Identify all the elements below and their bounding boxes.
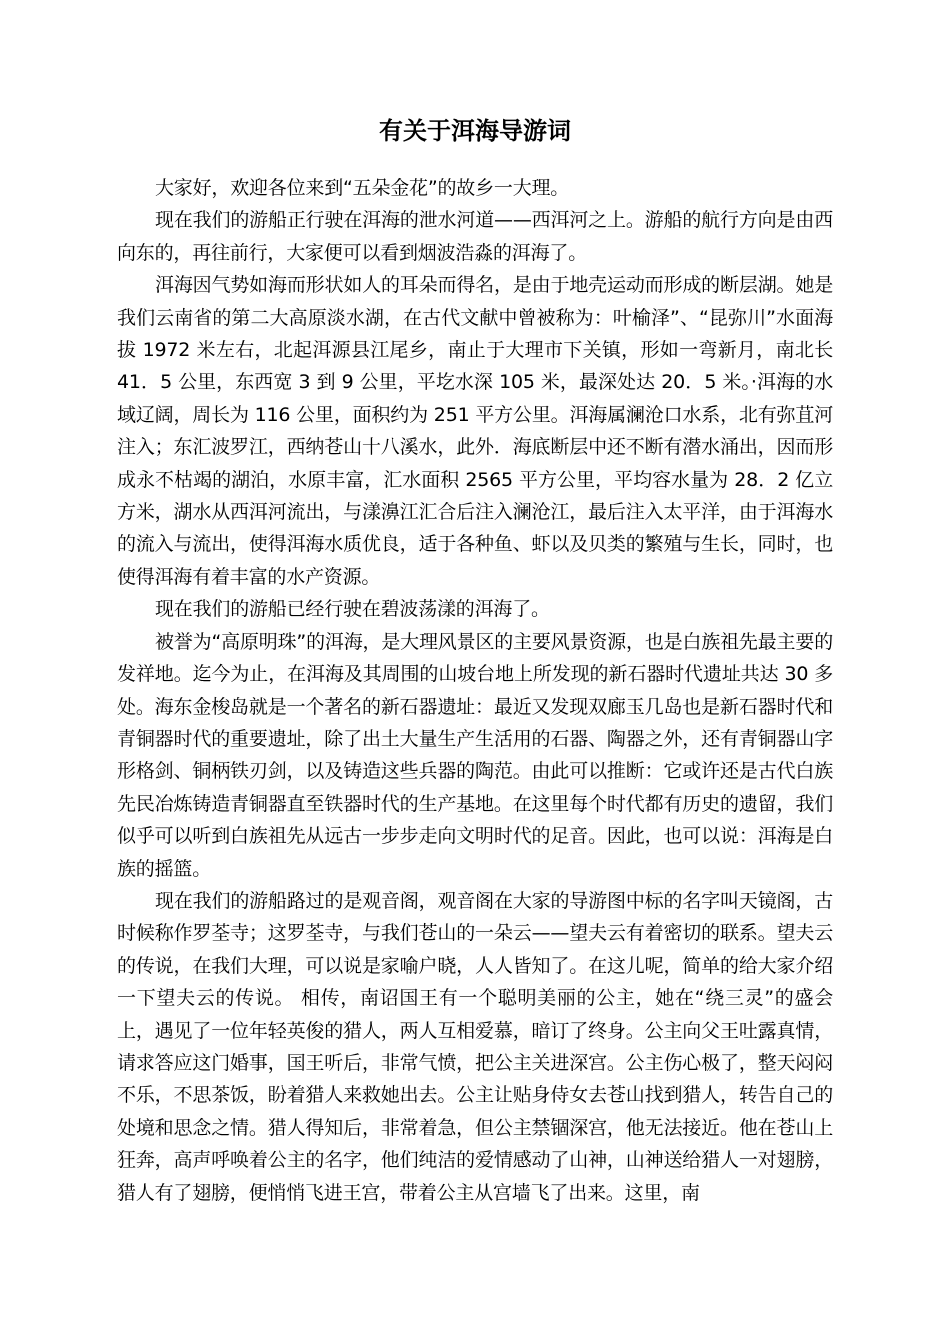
paragraph-on-erhai: 现在我们的游船已经行驶在碧波荡漾的洱海了。 — [155, 598, 550, 621]
paragraph-greeting: 大家好，欢迎各位来到“五朵金花”的故乡一大理。 — [155, 177, 570, 199]
document-body — [117, 172, 833, 1209]
document-title: 有关于洱海导游词 — [379, 117, 571, 145]
paragraph-xier-river: 现在我们的游船正行驶在洱海的泄水河道——西洱河之上。游船的航行方向是由西向东的，再往前行，大家便可以看到烟波浩淼的洱海了。 — [117, 209, 833, 264]
paragraph-highland-pearl: 被誉为“高原明珠”的洱海，是大理风景区的主要风景资源，也是白族祖先最主要的发祥地。迄今为止，在洱海及其周围的山坡台地上所发现的新石器时代遗址共达 30 多处。海东金梭岛就是一个著名的新石器遗址：最近又发现双廊玉几岛也是新石器时代和青铜器时代的重要遗址，除了出土大量生产生活用的石器、陶器之外，还有青铜器山字形格剑、铜柄铁刃剑，以及铸造这些兵器的陶范。由此可以推断：它或许还是古代白族先民冶炼铸造青铜器直至铁器时代的生产基地。在这里每个时代都有历史的遗留，我们似乎可以听到白族祖先从远古一步步走向文明时代的足音。因此，也可以说：洱海是白族的摇篮。 — [117, 630, 833, 880]
paragraph-guanyin-pavilion: 现在我们的游船路过的是观音阁，观音阁在大家的导游图中标的名字叫天镜阁，古时候称作罗荃寺；这罗荃寺，与我们苍山的一朵云——望夫云有着密切的联系。望夫云的传说，在我们大理，可以说是家喻户晓，人人皆知了。在这儿呢，简单的给大家介绍一下望夫云的传说。 相传，南诏国王有一个聪明美丽的公主，她在“绕三灵”的盛会上，遇见了一位年轻英俊的猎人，两人互相爱慕，暗订了终身。公主向父王吐露真情，请求答应这门婚事，国王听后，非常气愤，把公主关进深宫。公主伤心极了，整天闷闷不乐，不思茶饭，盼着猎人来救她出去。公主让贴身侍女去苍山找到猎人，转告自己的处境和思念之情。猎人得知后，非常着急，但公主禁锢深宫，他无法接近。他在苍山上狂奔，高声呼唤着公主的名字，他们纯洁的爱情感动了山神，山神送给猎人一对翅膀，猎人有了翅膀，便悄悄飞进王宫，带着公主从宫墙飞了出来。这里，南 — [117, 889, 833, 1204]
paragraph-erhai-overview: 洱海因气势如海而形状如人的耳朵而得名，是由于地壳运动而形成的断层湖。她是我们云南省的第二大高原淡水湖，在古代文献中曾被称为：叶榆泽”、“昆弥川”水面海拔 1972 米左右，北起洱源县江尾乡，南止于大理市下关镇，形如一弯新月，南北长 41．5 公里，东西宽 3 到 9 公里，平圪水深 105 米，最深处达 20．5 米。·洱海的水域辽阔，周长为 116 公里，面积约为 251 平方公里。洱海属澜沧口水系，北有弥苴河注入；东汇波罗江，西纳苍山十八溪水，此外．海底断层中还不断有潜水涌出，因而形成永不枯竭的湖泊，水原丰富，汇水面积 2565 平方公里，平均容水量为 28．2 亿立方米，湖水从西洱河流出，与漾濞江汇合后注入澜沧江，最后注入太平洋，由于洱海水的流入与流出，使得洱海水质优良，适于各种鱼、虾以及贝类的繁殖与生长，同时，也使得洱海有着丰富的水产资源。 — [117, 274, 833, 588]
